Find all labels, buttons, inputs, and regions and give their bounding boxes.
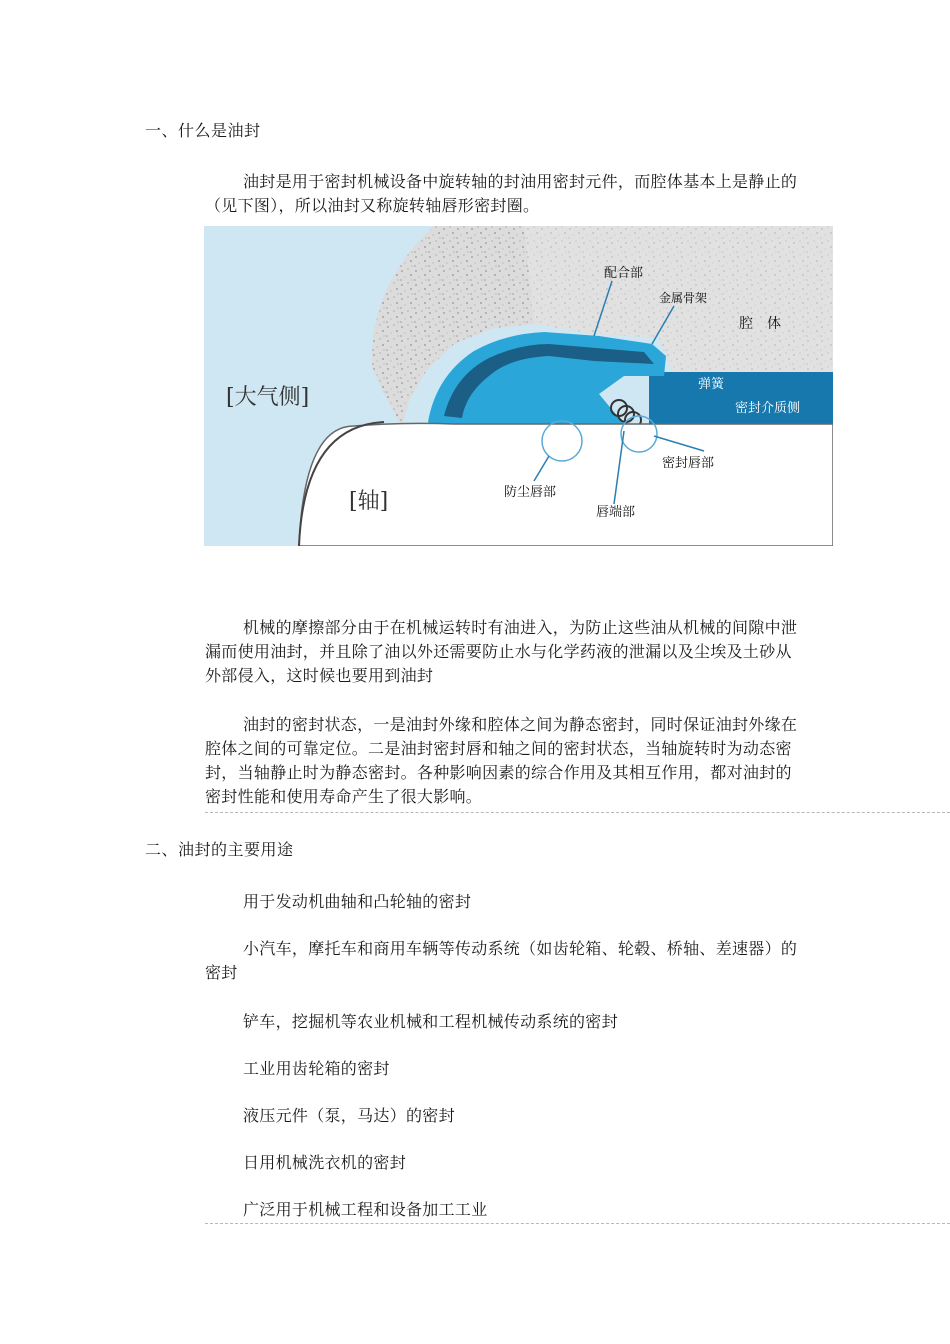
section-1-heading: 一、什么是油封 xyxy=(145,121,261,140)
label-medium-side: 密封介质侧 xyxy=(735,401,801,416)
usage-item: 用于发动机曲轴和凸轮轴的密封 xyxy=(243,892,472,911)
usage-item: 广泛用于机械工程和设备加工工业 xyxy=(243,1200,488,1219)
usage-item: 小汽车，摩托车和商用车辆等传动系统（如齿轮箱、轮毂、桥轴、差速器）的密封 xyxy=(205,939,798,982)
usage-item: 日用机械洗衣机的密封 xyxy=(243,1153,407,1172)
label-seal-lip: 密封唇部 xyxy=(662,456,715,471)
section-divider-2 xyxy=(205,1223,950,1224)
section-1-paragraph-2: 机械的摩擦部分由于在机械运转时有油进入，为防止这些油从机械的间隙中泄漏而使用油封，并且除了油以外还需要防止水与化学药液的泄漏以及尘埃及土砂从外部侵入，这时候也要用到油封 xyxy=(205,618,798,685)
oil-seal-diagram xyxy=(204,226,833,546)
section-1-intro-paragraph: 油封是用于密封机械设备中旋转轴的封油用密封元件，而腔体基本上是静止的（见下图），所以油封又称旋转轴唇形密封圈。 xyxy=(205,172,798,215)
usage-item: 工业用齿轮箱的密封 xyxy=(243,1059,390,1078)
label-cavity: 腔 体 xyxy=(739,316,781,332)
label-spring: 弹簧 xyxy=(698,377,725,392)
section-1-paragraph-3: 油封的密封状态，一是油封外缘和腔体之间为静态密封，同时保证油封外缘在腔体之间的可靠定位。二是油封密封唇和轴之间的密封状态，当轴旋转时为动态密封，当轴静止时为静态密封。各种影响因素的综合作用及其相互作用，都对油封的密封性能和使用寿命产生了很大影响。 xyxy=(205,715,798,806)
section-2-heading: 二、油封的主要用途 xyxy=(145,840,294,859)
usage-item: 液压元件（泵，马达）的密封 xyxy=(243,1106,455,1125)
label-atmosphere-side: [大气侧] xyxy=(226,385,310,410)
label-fit-part: 配合部 xyxy=(604,266,644,281)
label-lip-tip: 唇端部 xyxy=(596,505,636,520)
label-dust-lip: 防尘唇部 xyxy=(504,485,557,500)
label-shaft: [轴] xyxy=(349,489,389,514)
shaft xyxy=(299,423,833,546)
oil-seal-diagram-svg xyxy=(204,226,833,546)
usage-item: 铲车，挖掘机等农业机械和工程机械传动系统的密封 xyxy=(243,1012,618,1031)
section-divider-1 xyxy=(205,812,950,813)
sealed-medium-region xyxy=(649,372,833,426)
label-metal-frame: 金属骨架 xyxy=(659,291,708,305)
